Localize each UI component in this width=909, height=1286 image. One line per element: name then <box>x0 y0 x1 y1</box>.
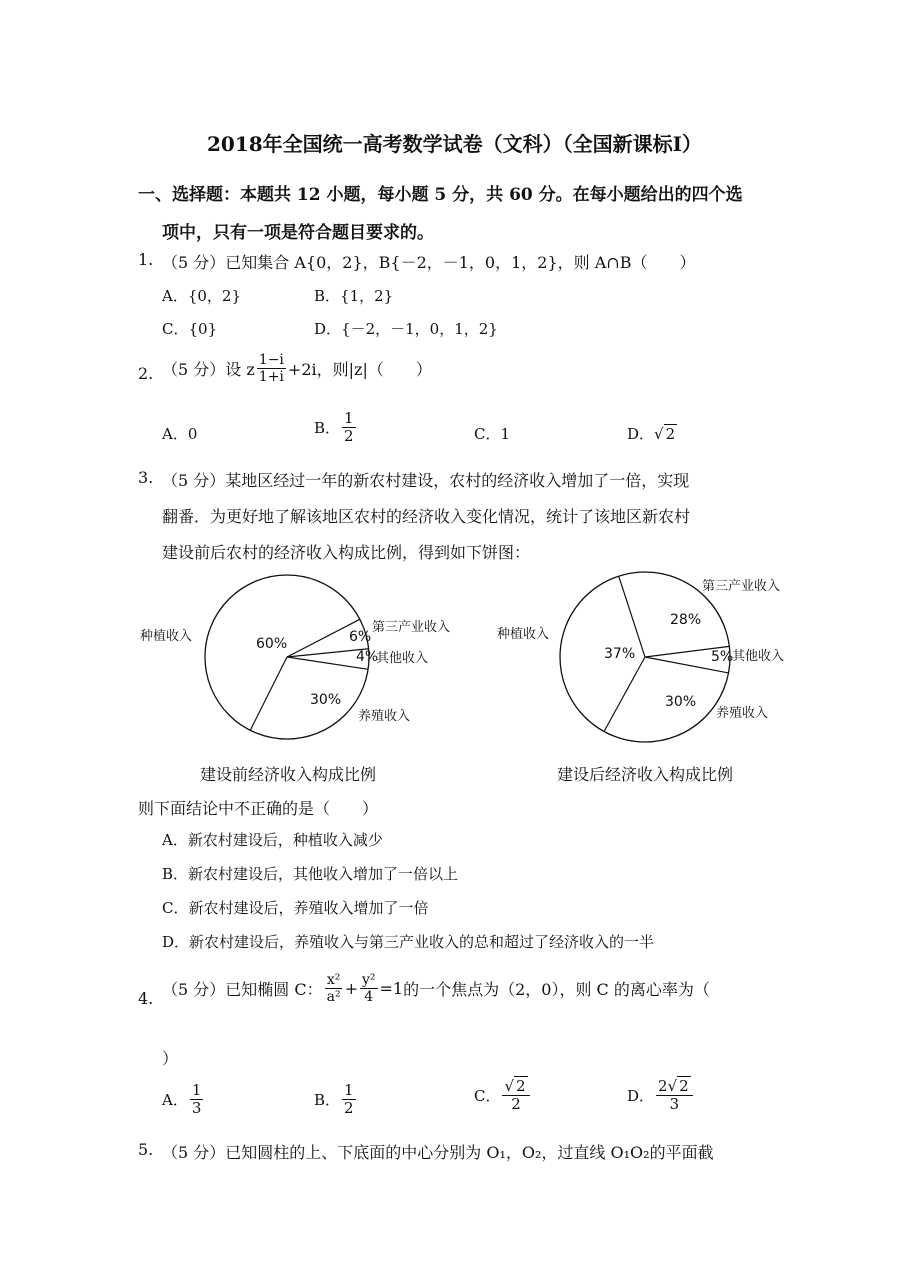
q2-fraction-denominator: 1+i <box>258 369 284 386</box>
pie-chart-after-title: 建设后经济收入构成比例 <box>557 765 734 784</box>
q3-option-a[interactable]: A．新农村建设后，种植收入减少 <box>162 831 383 849</box>
page-title: 2018年全国统一高考数学试卷（文科）（全国新课标Ⅰ） <box>206 132 703 156</box>
q4-fraction-x-numerator: x² <box>326 972 341 988</box>
pie-category-label: 养殖收入 <box>716 706 769 721</box>
q3-question: 则下面结论中不正确的是（ ） <box>138 799 379 818</box>
pie-charts <box>0 560 909 790</box>
q1-number: 1. <box>138 250 154 269</box>
q4-option-a-denominator: 3 <box>191 1099 202 1118</box>
q3-stem-line1: （5 分）某地区经过一年的新农村建设，农村的经济收入增加了一倍，实现 <box>162 471 690 490</box>
q2-stem-post: +2i，则|z|（ ） <box>287 360 432 380</box>
q4-option-d-coef: 2 <box>658 1077 668 1095</box>
q4-number: 4. <box>138 989 154 1008</box>
q4-stem-post: 的一个焦点为（2，0），则 C 的离心率为（ <box>403 980 710 1000</box>
q4-fraction-y-numerator: y² <box>361 972 376 988</box>
q4-fraction-x-denominator: a² <box>326 989 341 1006</box>
q4-option-c-fraction <box>502 1078 529 1114</box>
pie-category-label: 其他收入 <box>732 649 785 664</box>
q2-fraction-numerator: 1−i <box>258 352 284 368</box>
q2-stem <box>162 352 432 385</box>
q1-option-d[interactable]: D．{－2，－1，0，1，2} <box>314 320 498 338</box>
q1-stem: （5 分）已知集合 A{0，2}，B{－2，－1，0，1，2}，则 A∩B（ ） <box>162 253 696 272</box>
q2-option-b-numerator: 1 <box>344 409 354 427</box>
q5-number: 5. <box>138 1140 154 1159</box>
q3-option-b[interactable]: B．新农村建设后，其他收入增加了一倍以上 <box>162 865 459 883</box>
q4-stem-pre: （5 分）已知椭圆 C： <box>162 980 323 1000</box>
pie-value-label: 28% <box>670 612 702 628</box>
q1-option-b[interactable]: B．{1，2} <box>314 287 394 305</box>
pie-value-label: 5% <box>711 649 734 665</box>
q4-stem <box>162 972 710 1005</box>
q4-option-d-radicand: 2 <box>679 1077 689 1095</box>
q4-option-d[interactable] <box>627 1078 695 1114</box>
pie-chart-after <box>497 572 784 742</box>
q4-fraction-y-denominator: 4 <box>364 989 374 1006</box>
pie-value-label: 30% <box>310 692 342 708</box>
q4-option-c-denominator: 2 <box>511 1095 521 1114</box>
q4-plus: + <box>344 979 358 999</box>
pie-value-label: 60% <box>256 636 288 652</box>
section-heading-line2: 项中，只有一项是符合题目要求的。 <box>162 223 434 243</box>
pie-value-label: 37% <box>604 646 636 662</box>
q2-fraction <box>257 352 286 385</box>
q1-option-c[interactable]: C．{0} <box>162 320 218 338</box>
pie-category-label: 种植收入 <box>140 629 193 644</box>
q2-option-b-label: B． <box>314 419 341 438</box>
q3-stem-line2: 翻番．为更好地了解该地区农村的经济收入变化情况，统计了该地区新农村 <box>162 507 691 526</box>
q2-option-b-fraction <box>342 410 356 446</box>
q2-option-a[interactable]: A．0 <box>162 425 198 443</box>
q2-option-b-denominator: 2 <box>344 427 354 446</box>
q2-option-d-radicand: 2 <box>665 425 676 443</box>
q2-stem-pre: （5 分）设 z <box>162 360 255 380</box>
q4-option-b-fraction <box>342 1082 356 1118</box>
q3-option-d[interactable]: D．新农村建设后，养殖收入与第三产业收入的总和超过了经济收入的一半 <box>162 933 655 951</box>
q4-fraction-y <box>360 972 378 1005</box>
q3-number: 3. <box>138 468 154 487</box>
q4-option-b[interactable] <box>314 1082 358 1118</box>
pie-category-label: 第三产业收入 <box>702 579 781 594</box>
q4-option-c[interactable] <box>474 1078 532 1114</box>
pie-category-label: 其他收入 <box>376 651 429 666</box>
q2-option-d-label: D． <box>627 425 655 443</box>
q1-option-a[interactable]: A．{0，2} <box>162 287 242 305</box>
pie-value-label: 30% <box>665 694 697 710</box>
q5-stem: （5 分）已知圆柱的上、下底面的中心分别为 O₁，O₂，过直线 O₁O₂的平面截 <box>162 1143 714 1162</box>
q4-option-b-label: B． <box>314 1091 341 1110</box>
q3-option-c[interactable]: C．新农村建设后，养殖收入增加了一倍 <box>162 899 429 917</box>
q4-option-a[interactable] <box>162 1082 205 1118</box>
q2-number: 2. <box>138 364 154 383</box>
q2-option-d[interactable]: D．√ 2 <box>627 425 676 443</box>
q4-option-a-numerator: 1 <box>191 1081 202 1099</box>
q4-option-d-numerator: 2√ 2 <box>656 1078 693 1096</box>
q2-option-c[interactable]: C．1 <box>474 425 511 443</box>
q4-option-c-label: C． <box>474 1087 501 1106</box>
q4-option-d-label: D． <box>627 1087 655 1106</box>
q4-equals: =1 <box>379 979 404 999</box>
q4-option-c-numerator: √ 2 <box>502 1078 529 1096</box>
section-heading-line1: 一、选择题：本题共 12 小题，每小题 5 分，共 60 分。在每小题给出的四个选 <box>138 185 743 205</box>
q4-fraction-x <box>325 972 343 1005</box>
q4-option-b-numerator: 1 <box>344 1081 354 1099</box>
q4-option-d-denominator: 3 <box>669 1095 680 1114</box>
pie-category-label: 养殖收入 <box>358 709 411 724</box>
q4-option-a-label: A． <box>162 1091 188 1110</box>
q4-option-a-fraction <box>190 1082 204 1118</box>
q4-option-b-denominator: 2 <box>344 1099 354 1118</box>
pie-category-label: 种植收入 <box>497 627 550 642</box>
q4-option-d-fraction <box>656 1078 693 1114</box>
q2-option-b[interactable] <box>314 410 358 446</box>
q4-option-c-radicand: 2 <box>516 1077 526 1095</box>
pie-chart-before-title: 建设前经济收入构成比例 <box>200 765 377 784</box>
q4-stem-close: ） <box>162 1049 179 1068</box>
pie-category-label: 第三产业收入 <box>372 620 451 635</box>
pie-chart-before <box>140 575 450 739</box>
q3-stem-line3: 建设前后农村的经济收入构成比例，得到如下饼图： <box>162 543 531 562</box>
pie-value-label: 4% <box>356 649 379 665</box>
pie-value-label: 6% <box>349 629 372 645</box>
